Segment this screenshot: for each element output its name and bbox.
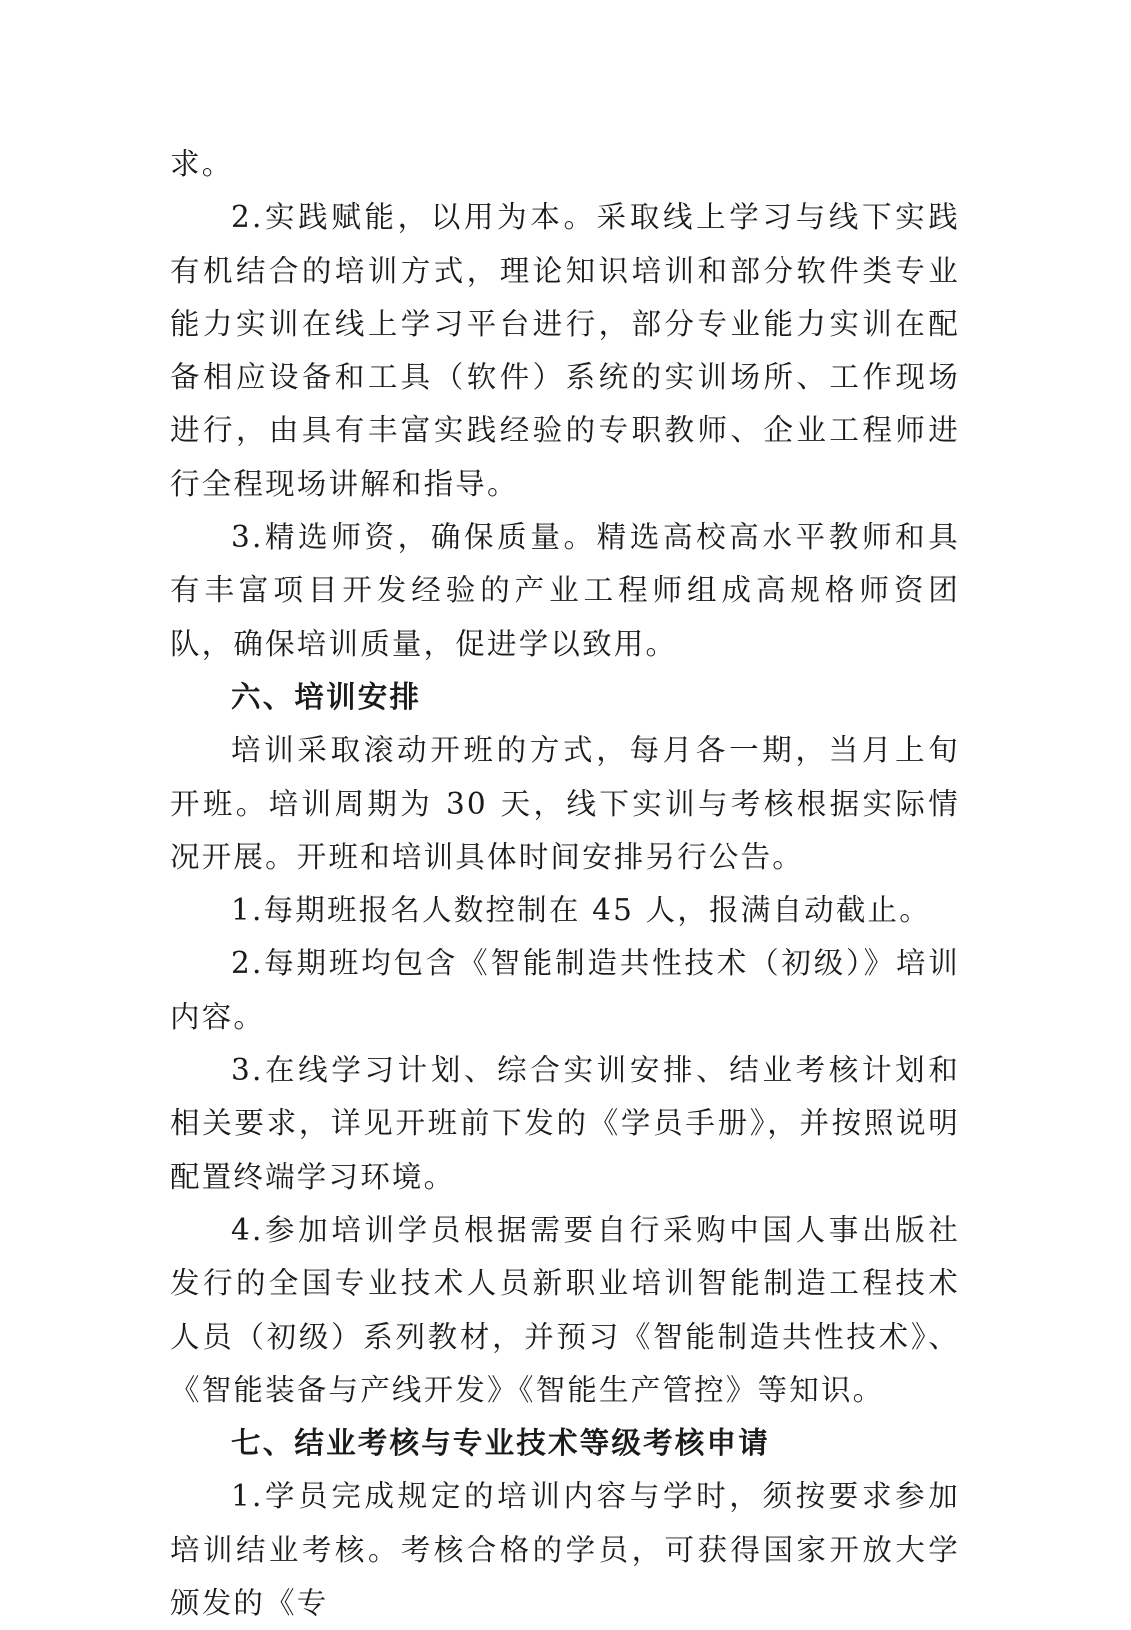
section-heading-assessment: 七、结业考核与专业技术等级考核申请 [231,1426,770,1461]
paragraph-completion-assessment: 1.学员完成规定的培训内容与学时，须按要求参加培训结业考核。考核合格的学员，可获得国家开放大学颁发的《专 [170,1479,960,1621]
paragraph-course-content: 2.每期班均包含《智能制造共性技术（初级）》培训内容。 [170,946,960,1034]
document-body [170,138,960,1630]
section-heading-training-arrangement: 六、培训安排 [231,679,422,714]
paragraph-enrollment-limit: 1.每期班报名人数控制在 45 人，报满自动截止。 [231,893,931,928]
paragraph-learning-plan: 3.在线学习计划、综合实训安排、结业考核计划和相关要求，详见开班前下发的《学员手册》，并按照说明配置终端学习环境。 [170,1053,960,1194]
paragraph-continuation: 求。 [170,147,234,181]
paragraph-teacher-selection: 3.精选师资，确保质量。精选高校高水平教师和具有丰富项目开发经验的产业工程师组成高规格师资团队，确保培训质量，促进学以致用。 [170,520,960,661]
paragraph-practice-empowerment: 2.实践赋能，以用为本。采取线上学习与线下实践有机结合的培训方式，理论知识培训和部分软件类专业能力实训在线上学习平台进行，部分专业能力实训在配备相应设备和工具（软件）系统的实训场所、工作现场进行，由具有丰富实践经验的专职教师、企业工程师进行全程现场讲解和指导。 [170,200,960,501]
paragraph-rolling-classes: 培训采取滚动开班的方式，每月各一期，当月上旬开班。培训周期为 30 天，线下实训与考核根据实际情况开展。开班和培训具体时间安排另行公告。 [170,733,960,874]
paragraph-textbooks: 4.参加培训学员根据需要自行采购中国人事出版社发行的全国专业技术人员新职业培训智能制造工程技术人员（初级）系列教材，并预习《智能制造共性技术》、《智能装备与产线开发》《智能生产管控》等知识。 [170,1212,960,1407]
